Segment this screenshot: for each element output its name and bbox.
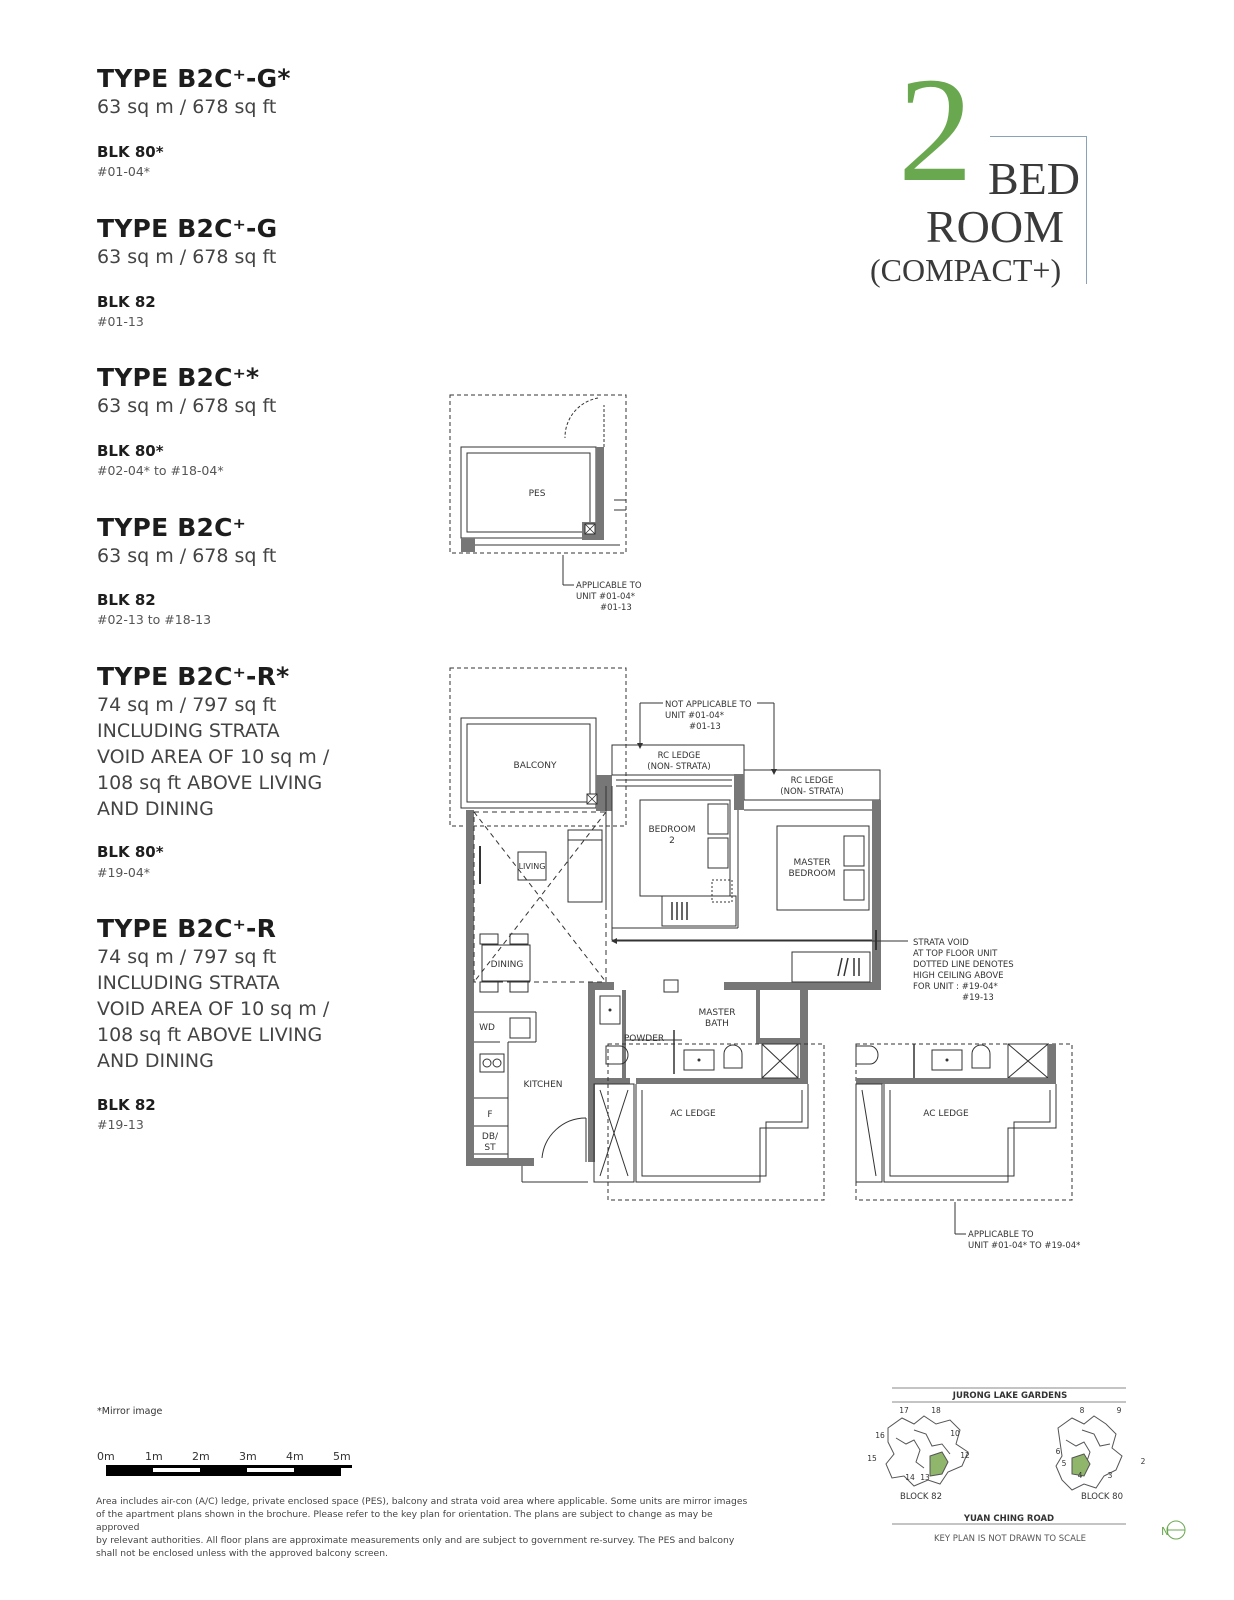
type-title: TYPE B2C⁺-G	[97, 214, 278, 243]
bedroom2-label: BEDROOM	[648, 825, 696, 835]
keyplan-unit-number: 6	[1055, 1447, 1061, 1456]
bedroom-count: 2	[898, 47, 973, 213]
unit-numbers: #19-13	[97, 1117, 144, 1132]
disclaimer	[96, 1495, 756, 1560]
strata-void-note: FOR UNIT : #19-04*	[913, 982, 998, 992]
living-label: LIVING	[518, 862, 546, 871]
powder-label: POWDER	[623, 1034, 665, 1044]
block-label: BLK 80*	[97, 442, 164, 460]
block-label: BLK 82	[97, 1096, 156, 1114]
keyplan-unit-number: 13	[920, 1473, 930, 1482]
mirror-note: *Mirror image	[97, 1406, 163, 1417]
keyplan-unit-number: 8	[1079, 1406, 1085, 1415]
type-area: 108 sq ft ABOVE LIVING	[97, 772, 323, 794]
block-label: BLK 80*	[97, 143, 164, 161]
type-title: TYPE B2C⁺-R	[97, 914, 277, 943]
type-area: VOID AREA OF 10 sq m /	[97, 998, 330, 1020]
type-title: TYPE B2C⁺-G*	[97, 64, 291, 93]
not-applicable-note: NOT APPLICABLE TO	[665, 700, 752, 710]
main-plan	[450, 668, 908, 1200]
master-bedroom-label: BEDROOM	[788, 869, 836, 879]
type-area: 108 sq ft ABOVE LIVING	[97, 1024, 323, 1046]
dbst-label: ST	[484, 1143, 496, 1153]
block-label: BLK 80*	[97, 843, 164, 861]
keyplan-block: BLOCK 82	[900, 1492, 942, 1502]
heading-room: ROOM	[926, 201, 1065, 252]
heading-bed: BED	[988, 153, 1080, 204]
kitchen-label: KITCHEN	[523, 1080, 563, 1090]
keyplan-unit-number: 12	[960, 1451, 970, 1460]
unit-numbers: #01-04*	[97, 164, 151, 179]
keyplan-unit-number: 17	[899, 1406, 909, 1415]
scale-bar	[106, 1465, 352, 1476]
scale-label: 2m	[192, 1450, 210, 1463]
scale-label: 5m	[333, 1450, 351, 1463]
ac-ledge-label: AC LEDGE	[670, 1109, 716, 1119]
fridge-label: F	[487, 1110, 493, 1120]
keyplan-unit-number: 5	[1061, 1459, 1067, 1468]
strata-void-note: HIGH CEILING ABOVE	[913, 971, 1004, 981]
north-indicator: N	[1161, 1525, 1170, 1538]
wd-label: WD	[479, 1023, 495, 1033]
type-area: 63 sq m / 678 sq ft	[97, 96, 277, 118]
scale-label: 1m	[145, 1450, 163, 1463]
type-title: TYPE B2C⁺*	[97, 363, 260, 392]
unit-numbers: #02-04* to #18-04*	[97, 463, 224, 478]
block-label: BLK 82	[97, 591, 156, 609]
type-title: TYPE B2C⁺	[97, 513, 247, 542]
keyplan-unit-number: 3	[1107, 1471, 1113, 1480]
rc-ledge-label: RC LEDGE	[657, 751, 701, 761]
heading-compact: (COMPACT+)	[870, 252, 1062, 288]
pes-note: APPLICABLE TO	[576, 581, 642, 591]
type-area: 63 sq m / 678 sq ft	[97, 545, 277, 567]
alt-plan-note: UNIT #01-04* TO #19-04*	[968, 1241, 1081, 1251]
keyplan-unit-number: 2	[1140, 1457, 1146, 1466]
alternate-plan	[856, 1044, 1072, 1234]
scale-label: 3m	[239, 1450, 257, 1463]
master-bath-label: MASTER	[698, 1008, 736, 1018]
keyplan-top-road: JURONG LAKE GARDENS	[952, 1391, 1068, 1401]
strata-void-note: #19-13	[962, 993, 994, 1003]
strata-void-note: AT TOP FLOOR UNIT	[913, 949, 998, 959]
not-applicable-note: UNIT #01-04*	[665, 711, 725, 721]
disclaimer-line: by relevant authorities. All floor plans are approximate measurements only and are subject to government re-survey. The PES and balcony	[96, 1535, 735, 1546]
balcony-label: BALCONY	[513, 761, 557, 771]
pes-label: PES	[528, 489, 546, 499]
type-area: AND DINING	[97, 1050, 214, 1072]
type-title: TYPE B2C⁺-R*	[97, 662, 290, 691]
not-applicable-note: #01-13	[689, 722, 721, 732]
rc-ledge-label: (NON- STRATA)	[647, 762, 711, 772]
keyplan-unit-number: 9	[1116, 1406, 1122, 1415]
unit-numbers: #01-13	[97, 314, 144, 329]
type-area: VOID AREA OF 10 sq m /	[97, 746, 330, 768]
keyplan-unit-number: 4	[1077, 1471, 1083, 1480]
type-area: 74 sq m / 797 sq ft	[97, 946, 277, 968]
keyplan-block: BLOCK 80	[1081, 1492, 1123, 1502]
keyplan-unit-number: 16	[875, 1431, 885, 1440]
type-area: INCLUDING STRATA	[97, 972, 280, 994]
master-bedroom-label: MASTER	[793, 858, 831, 868]
type-area: 63 sq m / 678 sq ft	[97, 246, 277, 268]
keyplan-unit-number: 15	[867, 1454, 877, 1463]
master-bath-label: BATH	[705, 1019, 729, 1029]
disclaimer-line: shall not be enclosed unless with the approved balcony screen.	[96, 1548, 388, 1559]
pes-note: UNIT #01-04*	[576, 592, 636, 602]
keyplan-note: KEY PLAN IS NOT DRAWN TO SCALE	[933, 1534, 1087, 1544]
type-area: 63 sq m / 678 sq ft	[97, 395, 277, 417]
block-label: BLK 82	[97, 293, 156, 311]
bedroom2-label: 2	[669, 836, 675, 846]
rc-ledge-label: (NON- STRATA)	[780, 787, 844, 797]
strata-void-note: STRATA VOID	[913, 938, 969, 948]
pes-note: #01-13	[600, 603, 632, 613]
unit-numbers: #19-04*	[97, 865, 151, 880]
disclaimer-line: of the apartment plans shown in the brochure. Please refer to the key plan for orientation. The plans are subject to change as may be approved	[96, 1509, 713, 1533]
rc-ledge-label: RC LEDGE	[790, 776, 834, 786]
type-area: AND DINING	[97, 798, 214, 820]
type-area: 74 sq m / 797 sq ft	[97, 694, 277, 716]
keyplan-unit-number: 14	[905, 1473, 915, 1482]
scale-label: 4m	[286, 1450, 304, 1463]
keyplan-bottom-road: YUAN CHING ROAD	[963, 1514, 1055, 1524]
keyplan-unit-number: 18	[931, 1406, 941, 1415]
dbst-label: DB/	[481, 1132, 499, 1142]
type-area: INCLUDING STRATA	[97, 720, 280, 742]
disclaimer-line: Area includes air-con (A/C) ledge, private enclosed space (PES), balcony and strata void area where applicable. Some units are mirror images	[96, 1496, 748, 1507]
scale-label: 0m	[97, 1450, 115, 1463]
keyplan-unit-number: 10	[950, 1429, 960, 1438]
ac-ledge-label: AC LEDGE	[923, 1109, 969, 1119]
alt-plan-note: APPLICABLE TO	[968, 1230, 1034, 1240]
dining-label: DINING	[490, 960, 524, 970]
strata-void-note: DOTTED LINE DENOTES	[913, 960, 1014, 970]
unit-numbers: #02-13 to #18-13	[97, 612, 212, 627]
